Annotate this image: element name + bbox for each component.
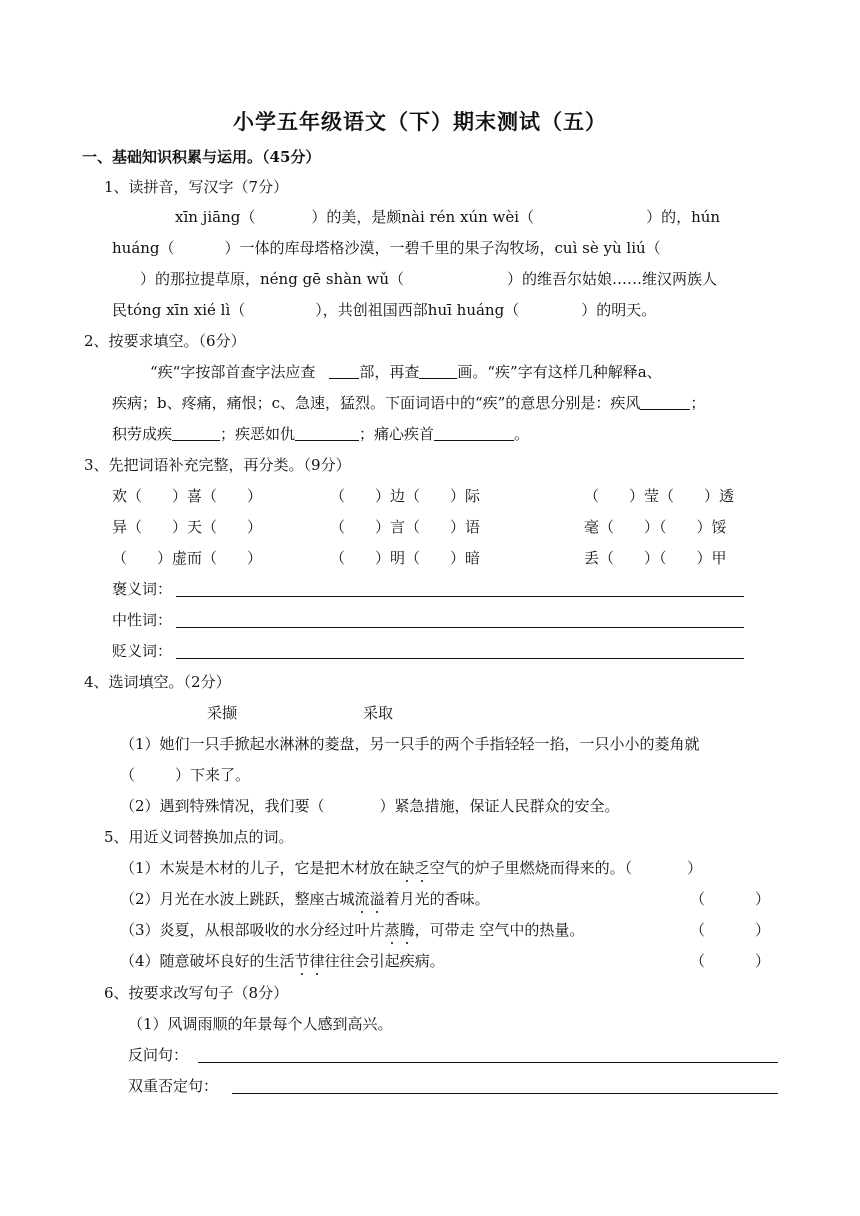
q4-sentence1: （1）她们一只手掀起水淋淋的菱盘，另一只手的两个手指轻轻一掐，一只小小的菱角就 bbox=[120, 735, 700, 753]
dotted-char: 乏 bbox=[414, 859, 430, 877]
q5-answer-paren[interactable]: （ ） bbox=[690, 921, 771, 939]
dotted-char: 节 bbox=[294, 952, 310, 970]
q3-word: 异（ ）天（ ） bbox=[112, 518, 263, 536]
q2-line2-b: ； bbox=[690, 394, 706, 412]
q5-s2-head: （2）月光在水波上跳跃，整座古城 bbox=[120, 890, 355, 908]
double-negative-label: 双重否定句： bbox=[128, 1077, 219, 1095]
q3-word: （ ）言（ ）语 bbox=[330, 518, 481, 536]
q5-s1-tail: 空气的炉子里燃烧而得来的。（ bbox=[429, 859, 633, 877]
q1-line4 bbox=[112, 300, 656, 320]
answer-line[interactable] bbox=[176, 596, 744, 597]
answer-line[interactable] bbox=[232, 1093, 778, 1094]
q2-line3-d: 。 bbox=[514, 425, 530, 443]
q5-s2-tail: 着月光的香味。 bbox=[384, 890, 490, 908]
answer-line[interactable] bbox=[176, 627, 744, 628]
q2-line1-c: 画。“疾”字有这样几种解释a、 bbox=[457, 363, 662, 381]
q4-sentence2 bbox=[120, 796, 620, 816]
q4-s1-tail: ）下来了。 bbox=[175, 766, 251, 784]
q2-blank-strokes[interactable] bbox=[419, 363, 457, 379]
q5-s3-head: （3）炎夏，从根部吸收的水分经过叶片 bbox=[120, 921, 385, 939]
q3-word: （ ）莹（ ）透 bbox=[584, 487, 735, 505]
dotted-char: 溢 bbox=[369, 890, 385, 908]
q4-heading: 4、选词填空。（2分） bbox=[84, 673, 231, 691]
q1-line3 bbox=[112, 269, 717, 289]
q2-blank-radical[interactable] bbox=[329, 363, 359, 379]
q5-sentence1 bbox=[120, 858, 702, 878]
q1-line2-a: huáng（ bbox=[112, 239, 175, 257]
q4-word-option: 采撷 bbox=[207, 704, 238, 722]
q5-sentence3 bbox=[120, 920, 584, 940]
q1-line2-b: ）一体的库母塔格沙漠，一碧千里的果子沟牧场，cuì sè yù liú（ bbox=[224, 239, 661, 257]
category-label-neutral: 中性词： bbox=[112, 611, 173, 629]
q1-line3-b: ）的维吾尔姑娘……维汉两族人 bbox=[507, 270, 718, 288]
dotted-char: 律 bbox=[309, 952, 325, 970]
q5-answer-paren[interactable]: （ ） bbox=[690, 890, 771, 908]
q2-line2 bbox=[112, 393, 705, 413]
q2-blank-jifeng[interactable] bbox=[640, 394, 690, 410]
q5-sentence2 bbox=[120, 889, 490, 909]
part1-heading: 一、基础知识积累与运用。（45分） bbox=[82, 148, 321, 166]
q5-heading: 5、用近义词替换加点的词。 bbox=[104, 828, 294, 846]
q5-s4-tail: 往往会引起疾病。 bbox=[324, 952, 445, 970]
category-label-derogatory: 贬义词： bbox=[112, 642, 173, 660]
q6-sentence1: （1）风调雨顺的年景每个人感到高兴。 bbox=[128, 1015, 393, 1033]
q2-blank-3[interactable] bbox=[434, 425, 514, 441]
answer-line[interactable] bbox=[198, 1062, 778, 1063]
q1-line1-b: ）的美，是颇nài rén xún wèi（ bbox=[311, 208, 535, 226]
q1-line1-c: ）的，hún bbox=[646, 208, 721, 226]
q3-word: （ ）虚而（ ） bbox=[112, 549, 263, 567]
q2-line2-a: 疾病；b、疼痛，痛恨；c、急速，猛烈。下面词语中的“疾”的意思分别是：疾风 bbox=[112, 394, 641, 412]
q5-sentence4 bbox=[120, 951, 445, 971]
q2-line3-c: ；痛心疾首 bbox=[359, 425, 435, 443]
q6-heading: 6、按要求改写句子（8分） bbox=[104, 984, 289, 1002]
rhetorical-question-label: 反问句： bbox=[128, 1046, 189, 1064]
dotted-char: 缺 bbox=[399, 859, 415, 877]
q1-line2 bbox=[112, 238, 661, 258]
close-paren: ） bbox=[687, 859, 703, 877]
q1-line1 bbox=[175, 207, 720, 227]
q1-line4-c: ）的明天。 bbox=[581, 301, 657, 319]
q1-line4-a: 民tóng xīn xié lì（ bbox=[112, 301, 246, 319]
q5-s1-head: （1）木炭是木材的儿子，它是把木材放在 bbox=[120, 859, 400, 877]
q2-line3-b: ；疾恶如仇 bbox=[220, 425, 296, 443]
q5-s4-head: （4）随意破坏良好的生活 bbox=[120, 952, 295, 970]
q4-word-option: 采取 bbox=[363, 704, 394, 722]
q1-line4-b: ），共创祖国西部huī huáng（ bbox=[315, 301, 520, 319]
q3-heading: 3、先把词语补充完整，再分类。（9分） bbox=[84, 456, 351, 474]
q3-word: 丢（ ）（ ）甲 bbox=[584, 549, 727, 567]
q5-answer-paren[interactable]: （ ） bbox=[690, 952, 771, 970]
q3-word: （ ）边（ ）际 bbox=[330, 487, 481, 505]
dotted-char: 腾 bbox=[399, 921, 415, 939]
dotted-char: 蒸 bbox=[384, 921, 400, 939]
q3-word: （ ）明（ ）暗 bbox=[330, 549, 481, 567]
q2-line1 bbox=[150, 362, 662, 382]
q4-s2-tail: ）紧急措施，保证人民群众的安全。 bbox=[379, 797, 620, 815]
q2-line1-a: “疾“字按部首查字法应查 bbox=[150, 363, 316, 381]
q3-word: 毫（ ）（ ）馁 bbox=[584, 518, 727, 536]
q4-sentence1-cont bbox=[120, 765, 250, 785]
open-paren: （ bbox=[120, 766, 136, 784]
q2-line3-a: 积劳成疾 bbox=[112, 425, 173, 443]
q2-line3 bbox=[112, 424, 529, 444]
q5-s3-tail: ，可带走 空气中的热量。 bbox=[414, 921, 585, 939]
dotted-char: 流 bbox=[354, 890, 370, 908]
q1-line3-a: ）的那拉提草原，néng gē shàn wǔ（ bbox=[140, 270, 405, 288]
q4-s2-head: （2）遇到特殊情况，我们要（ bbox=[120, 797, 325, 815]
q3-word: 欢（ ）喜（ ） bbox=[112, 487, 263, 505]
answer-line[interactable] bbox=[176, 658, 744, 659]
q2-blank-1[interactable] bbox=[172, 425, 220, 441]
category-label-commendatory: 褒义词： bbox=[112, 580, 173, 598]
q1-heading: 1、读拼音，写汉字（7分） bbox=[104, 178, 289, 196]
q2-line1-b: 部，再查 bbox=[359, 363, 420, 381]
page-title: 小学五年级语文（下）期末测试（五） bbox=[233, 109, 607, 134]
q2-heading: 2、按要求填空。（6分） bbox=[84, 332, 246, 350]
q1-line1-a: xīn jiāng（ bbox=[175, 208, 256, 226]
q2-blank-2[interactable] bbox=[295, 425, 359, 441]
